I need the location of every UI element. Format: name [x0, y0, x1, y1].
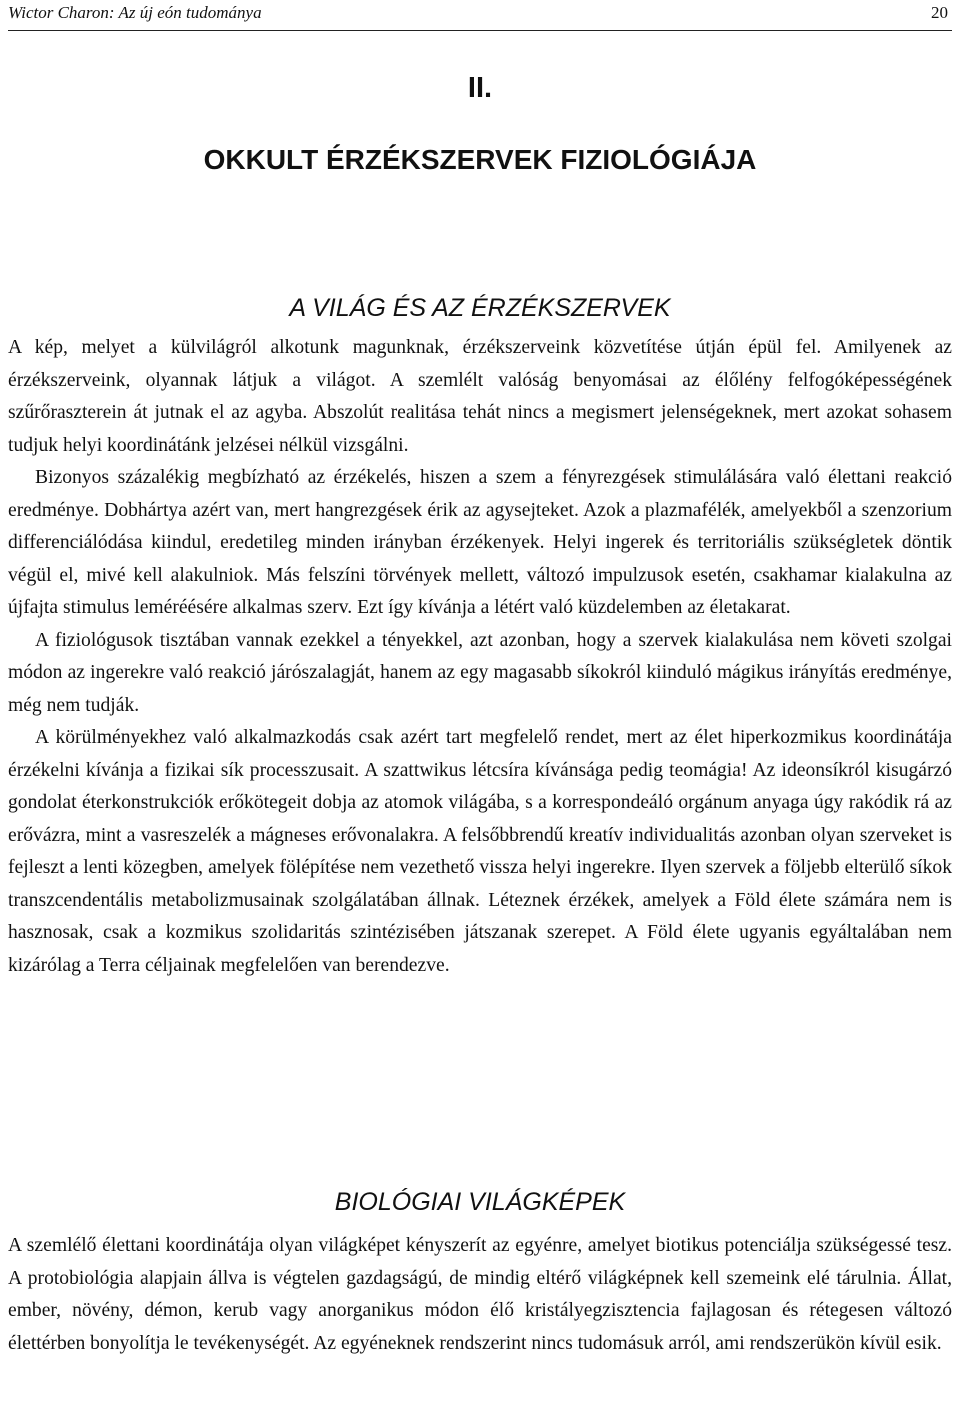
paragraph: A kép, melyet a külvilágról alkotunk magunknak, érzékszerveink közvetítése útján épül fel. Amilyenek az érzékszerveink, olyannak látjuk a világot. A szemlélt valóság benyomásai az élőlény felfogóképességének szűrőraszterein át jutnak el az agyba. Abszolút realitása tehát nincs a megismert jelenségeknek, mert azokat sohasem tudjuk helyi koordinátánk jelzései nélkül vizsgálni. — [8, 337, 952, 456]
chapter-number: II. — [467, 72, 493, 104]
paragraph: Bizonyos százalékig megbízható az érzékelés, hiszen a szem a fényrezgések stimulálására való élettani reakció eredménye. Dobhártya azért van, mert hangrezgések érik az agysejteket. Azok a plazmafélék, amelyekből a szenzorium differenciálódása kiindul, eredetileg minden irányban érzékenyek. Helyi ingerek és territoriális szükségletek döntik végül el, mivé kell alakulniok. Más felszíni törvények mellett, változó impulzusok esetén, csakhamar kialakulna az újfajta stimulus leméréésére alkalmas szerv. Ezt így kívánja a létért való küzdelemben az életakarat. — [8, 467, 952, 618]
paragraph: A fiziológusok tisztában vannak ezekkel a tényekkel, azt azonban, hogy a szervek kialakulása nem követi szolgai módon az ingerekre való reakció járószalagját, hanem az egy magasabb síkokról kiinduló mágikus irányítás eredménye, még nem tudják. — [8, 629, 952, 716]
paragraph: A szemlélő élettani koordinátája olyan világképet kényszerít az egyénre, amelyet biotikus potenciálja szükségessé tesz. A protobiológia alapjain állva is végtelen gazdagságú, de mindig eltérő világképnek kell szemeink elé tárulnia. Állat, ember, növény, démon, kerub vagy anorganikus módon élő kristályegzisztencia fajlagosan és rétegesen változó élettérben bonyolítja le tevékenységét. Az egyéneknek rendszerint nincs tudomásuk arról, ami rendszerükön kívül esik. — [8, 1235, 952, 1354]
running-title: Wictor Charon: Az új eón tudománya — [8, 3, 262, 22]
section-body-vilag — [8, 332, 952, 982]
section-body-biologiai — [8, 1230, 952, 1360]
section-heading-vilag: A VILÁG ÉS AZ ÉRZÉKSZERVEK — [289, 294, 671, 322]
page-number: 20 — [931, 3, 948, 22]
paragraph: A körülményekhez való alkalmazkodás csak azért tart megfelelő rendet, mert az élet hiperkozmikus koordinátája érzékelni kívánja a fizikai sík processzusait. A szattwikus létcsíra kívánsága pedig teomágia! Az ideonsíkról kisugárzó gondolat éterkonstrukciók erőkötegeit dobja az atomok világába, s a korrespondeáló orgánum anyaga úgy rakódik rá az erővázra, mint a vasreszelék a mágneses erővonalakra. A felsőbbrendű kreatív individualitás azonban olyan szerveket is fejleszt a lenti közegben, amelyek fölépítése nem vezethető vissza helyi ingerekre. Ilyen szervek a följebb elterülő síkok transzcendentális metabolizmusainak szolgálatában állnak. Léteznek érzékek, amelyek a Föld élete számára nem is hasznosak, csak a kozmikus szolidaritás szintézisében játszanak szerepet. A Föld élete ugyanis egyáltalában nem kizárólag a Terra céljainak megfelelően van berendezve. — [8, 727, 952, 976]
section-heading-biologiai: BIOLÓGIAI VILÁGKÉPEK — [334, 1188, 626, 1216]
chapter-title: OKKULT ÉRZÉKSZERVEK FIZIOLÓGIÁJA — [203, 144, 757, 175]
running-header — [8, 0, 952, 31]
